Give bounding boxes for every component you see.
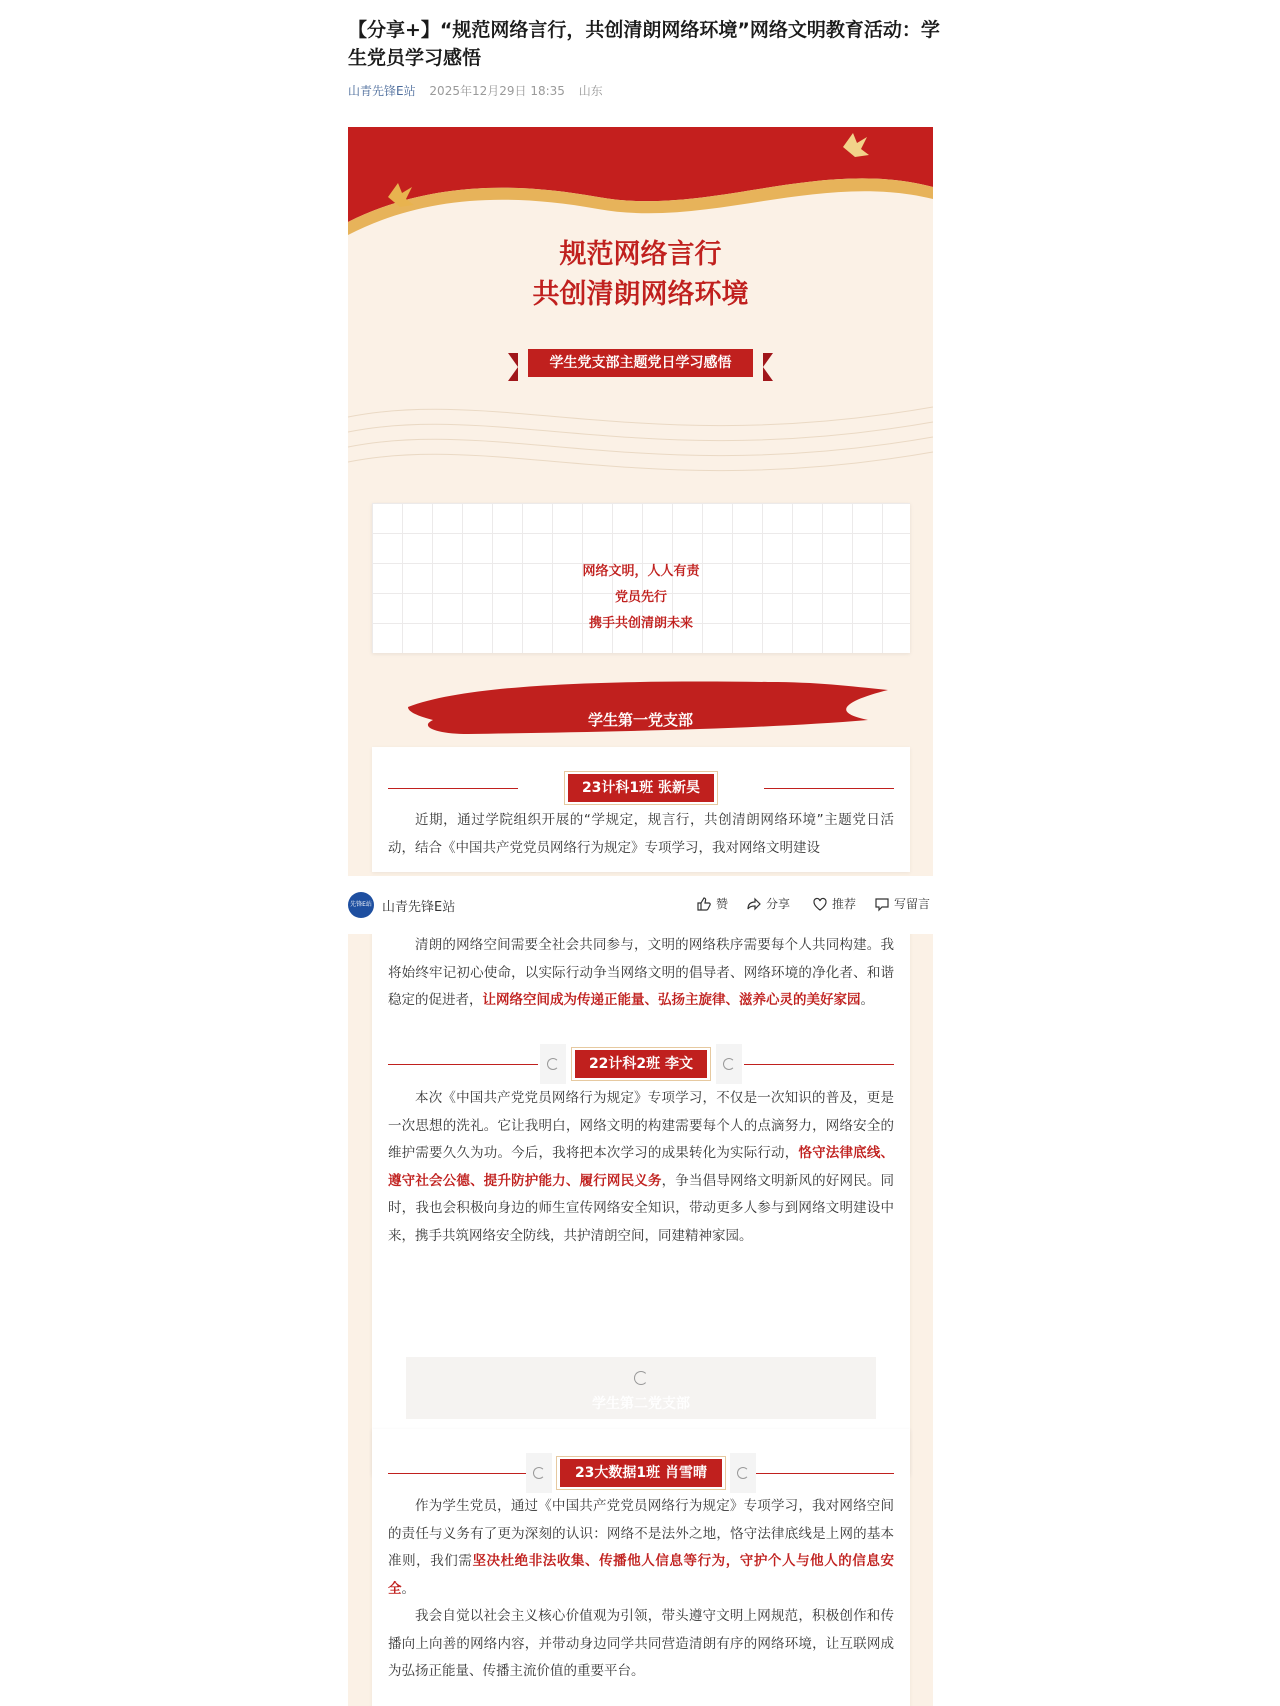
testimony-paragraph: 近期，通过学院组织开展的“学规定，规言行，共创清朗网络环境”主题党日活动，结合《中国共产党党员网络行为规定》专项学习，我对网络文明建设 [388,812,894,856]
share-button[interactable] [746,895,790,912]
testimony-card [372,747,910,872]
student-name-tag: 23大数据1班 肖雪晴 [560,1459,722,1487]
poster-title-line2: 共创清朗网络环境 [532,279,749,310]
loading-spinner-icon [634,1371,648,1385]
slogan-paper [372,503,910,653]
article-meta [348,82,613,99]
author-link[interactable]: 山青先锋E站 [348,84,416,98]
poster-ribbon: 学生党支部主题党日学习感悟 [528,349,753,377]
article-title: 【分享+】“规范网络言行，共创清朗网络环境”网络文明教育活动：学生党员学习感悟 [348,19,940,69]
testimony-card [372,1429,910,1706]
decorative-waves [348,377,933,497]
like-button[interactable] [696,895,728,912]
publish-time: 2025年12月29日 18:35 [429,84,565,98]
comment-label: 写留言 [894,897,931,911]
student-name-tag: 22计科2班 李文 [575,1050,707,1078]
comment-icon [874,896,890,912]
like-label: 赞 [716,897,729,911]
banner-placeholder [406,1357,876,1419]
action-bar [348,876,933,934]
account-name[interactable]: 山青先锋E站 [382,900,456,915]
testimony-paragraph: 清朗的网络空间需要全社会共同参与，文明的网络秩序需要每个人共同构建。我将始终牢记初心使命，以实际行动争当网络文明的倡导者、网络环境的净化者、和谐稳定的促进者，让网络空间成为传递正能量、弘扬主旋律、滋养心灵的美好家园。 [388,937,894,1008]
loading-spinner-icon [540,1044,566,1084]
slogan-line: 党员先行 [614,590,667,605]
slogan-line: 网络文明，人人有责 [582,564,700,579]
loading-spinner-icon [730,1453,756,1493]
comment-button[interactable] [874,895,930,912]
location: 山东 [578,84,603,98]
poster-title-line1: 规范网络言行 [559,239,722,270]
brush-stroke [348,672,933,742]
heart-icon [812,896,828,912]
account-logo[interactable]: 先锋E站 [348,892,374,918]
loading-spinner-icon [716,1044,742,1084]
branch-label: 学生第一党支部 [587,711,693,729]
slogan-line: 携手共创清朗未来 [588,616,693,631]
testimony-paragraph: 本次《中国共产党党员网络行为规定》专项学习，不仅是一次知识的普及，更是一次思想的洗礼。它让我明白，网络文明的构建需要每个人的点滴努力，网络安全的维护需要久久为功。今后，我将把本次学习的成果转化为实际行动，恪守法律底线、遵守社会公德、提升防护能力、履行网民义务，争当倡导网络文明新风的好网民。同时，我也会积极向身边的师生宣传网络安全知识，带动更多人参与到网络文明建设中来，携手共筑网络安全防线，共护清朗空间，同建精神家园。 [388,1090,895,1244]
thumbs-up-icon [696,896,712,912]
share-icon [746,896,762,912]
share-label: 分享 [766,897,791,911]
student-name-tag: 23计科1班 张新昊 [568,774,714,802]
testimony-paragraph: 作为学生党员，通过《中国共产党党员网络行为规定》专项学习，我对网络空间的责任与义务有了更为深刻的认识：网络不是法外之地，恪守法律底线是上网的基本准则，我们需坚决杜绝非法收集、传播他人信息等行为，守护个人与他人的信息安全。 [388,1498,895,1597]
loading-spinner-icon [526,1453,552,1493]
recommend-button[interactable] [812,895,856,912]
branch-label: 学生第二党支部 [592,1396,690,1412]
recommend-label: 推荐 [832,897,857,911]
testimony-paragraph: 我会自觉以社会主义核心价值观为引领，带头遵守文明上网规范，积极创作和传播向上向善的网络内容，并带动身边同学共同营造清朗有序的网络环境，让互联网成为弘扬正能量、传播主流价值的重要平台。 [388,1608,894,1679]
red-flag-banner [348,127,933,237]
